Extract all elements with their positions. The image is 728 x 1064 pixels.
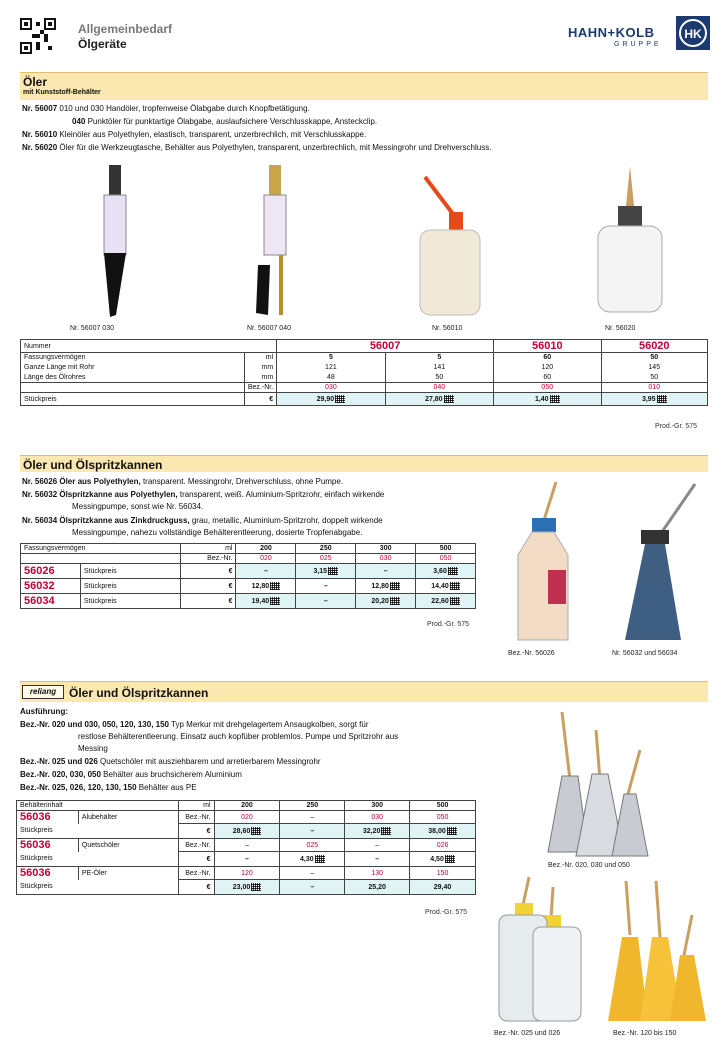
table-cell: Bez.-Nr.	[180, 554, 236, 564]
image-caption: Nr. 56020	[605, 325, 636, 332]
image-caption: Nr. 56007 040	[247, 325, 291, 332]
ausfuehrung-label: Ausführung:	[20, 707, 68, 716]
pe-oiler-bottle-image	[508, 480, 578, 645]
table-cell: Bez.-Nr.	[178, 839, 214, 852]
table-cell: 040	[385, 383, 493, 393]
desc-line: Nr. 56026 Öler aus Polyethylen, transparent. Messingrohr, Drehverschluss, ohne Pumpe.	[22, 477, 344, 486]
price: 4,30	[280, 852, 345, 867]
table-cell: Stückpreis	[80, 594, 180, 609]
price-code-icon	[444, 395, 454, 403]
image-caption: Bez.-Nr. 025 und 026	[494, 1030, 561, 1037]
price: –	[296, 579, 356, 594]
price: –	[214, 852, 280, 867]
alu-cans-image	[540, 710, 655, 860]
price: 12,80	[356, 579, 416, 594]
table-cell: 200	[236, 544, 296, 554]
desc-line: Messingpumpe, nahezu vollständige Behälterentleerung, dosierte Tropfenabgabe.	[72, 528, 363, 537]
hand-oiler-image	[90, 165, 140, 323]
section-oelspritzkannen	[20, 455, 708, 472]
table-cell: 030	[345, 811, 410, 824]
table-cell: 48	[277, 373, 385, 383]
price: 27,80	[385, 393, 493, 406]
table-cell: PE-Öler	[78, 867, 178, 880]
price: 29,40	[410, 880, 476, 895]
price-code-icon	[328, 567, 338, 575]
table-cell: 50	[601, 373, 708, 383]
table-cell: €	[178, 880, 214, 895]
table-cell: 500	[416, 544, 476, 554]
table-cell: €	[180, 564, 236, 579]
article-number: 56032	[21, 579, 81, 594]
bez-label: Bez.-Nr.	[244, 383, 276, 393]
price: –	[345, 852, 410, 867]
price-code-icon	[390, 597, 400, 605]
page-category: Allgemeinbedarf	[78, 22, 173, 36]
price-code-icon	[390, 582, 400, 590]
price: –	[280, 880, 345, 895]
price-code-icon	[315, 855, 325, 863]
price: 12,80	[236, 579, 296, 594]
table-cell: €	[178, 824, 214, 839]
table-cell: 050	[416, 554, 476, 564]
price: –	[296, 594, 356, 609]
table-cell: 025	[280, 839, 345, 852]
price-code-icon	[657, 395, 667, 403]
article-number: 56020	[601, 340, 708, 353]
unit: mm	[244, 373, 276, 383]
table-cell: 250	[296, 544, 356, 554]
table-cell: 145	[601, 363, 708, 373]
desc-line: Nr. 56007 010 und 030 Handöler, tropfenweise Ölabgabe durch Knopfbetätigung.	[22, 104, 310, 113]
table-cell: €	[180, 594, 236, 609]
price: –	[356, 564, 416, 579]
section-reliang	[20, 681, 708, 702]
desc-line: Messing	[78, 744, 108, 753]
price: 29,90	[277, 393, 385, 406]
image-caption: Bez.-Nr. 56026	[508, 650, 555, 657]
table-cell: 150	[410, 867, 476, 880]
price-code-icon	[450, 582, 460, 590]
col-label: Nummer	[21, 340, 277, 353]
price: 25,20	[345, 880, 410, 895]
section-subtitle: mit Kunststoff-Behälter	[23, 89, 101, 96]
table-cell: 050	[410, 811, 476, 824]
table-cell: 60	[494, 373, 601, 383]
table-cell: 020	[236, 554, 296, 564]
row-label: Ganze Länge mit Rohr	[21, 363, 245, 373]
article-number: 56036	[17, 839, 79, 852]
table-cell: –	[280, 811, 345, 824]
table-cell: 030	[277, 383, 385, 393]
price: 38,00	[410, 824, 476, 839]
price-label: Stückpreis	[21, 393, 245, 406]
row-label: Länge des Ölrohres	[21, 373, 245, 383]
product-group: Prod.-Gr. 575	[425, 909, 468, 916]
table-cell: 5	[385, 353, 493, 363]
price: 28,60	[214, 824, 280, 839]
price-code-icon	[448, 567, 458, 575]
brand-subtitle: GRUPPE	[614, 41, 662, 48]
table-cell: €	[180, 579, 236, 594]
article-number: 56007	[277, 340, 494, 353]
desc-line: restlose Behälterentleerung. Einsatz auch kopfüber problemlos. Pumpe und Spritzrohr aus	[78, 732, 399, 741]
table-cell: Bez.-Nr.	[178, 867, 214, 880]
table-cell: 130	[345, 867, 410, 880]
table-cell: 120	[214, 867, 280, 880]
table-cell: 141	[385, 363, 493, 373]
price-table	[16, 800, 476, 895]
image-caption: Nr. 56032 und 56034	[612, 650, 678, 657]
small-oiler-image	[405, 172, 485, 320]
desc-line: Bez.-Nr. 025, 026, 120, 130, 150 Behälter aus PE	[20, 783, 197, 792]
price-code-icon	[550, 395, 560, 403]
table-cell: ml	[178, 801, 214, 811]
table-cell: –	[345, 839, 410, 852]
page-subcategory: Ölgeräte	[78, 37, 127, 51]
price: –	[280, 824, 345, 839]
desc-line: 040 Punktöler für punktartige Ölabgabe, auslaufsichere Verschlusskappe, Ansteckclip.	[72, 117, 378, 126]
image-caption: Bez.-Nr. 120 bis 150	[613, 1030, 677, 1037]
row-label: Fassungsvermögen	[21, 353, 245, 363]
image-caption: Nr. 56010	[432, 325, 463, 332]
table-cell: 050	[494, 383, 601, 393]
article-number: 56026	[21, 564, 81, 579]
table-cell	[21, 554, 181, 564]
table-cell: ml	[180, 544, 236, 554]
desc-line: Nr. 56032 Ölspritzkanne aus Polyethylen, transparent, weiß. Aluminium-Spritzrohr, einfach wirkende	[22, 490, 385, 499]
brand-badge-icon	[676, 16, 710, 50]
table-cell: 026	[410, 839, 476, 852]
qr-code	[20, 18, 56, 54]
price: 4,50	[410, 852, 476, 867]
image-caption: Bez.-Nr. 020, 030 und 050	[548, 862, 630, 869]
price-code-icon	[447, 827, 457, 835]
table-cell: 120	[494, 363, 601, 373]
section-title: Öler und Ölspritzkannen	[23, 458, 163, 472]
table-cell: 025	[296, 554, 356, 564]
table-cell: 030	[356, 554, 416, 564]
table-cell: 300	[345, 801, 410, 811]
price-code-icon	[251, 883, 261, 891]
tool-oiler-image	[590, 166, 670, 316]
price: 22,60	[416, 594, 476, 609]
section-title: Öler und Ölspritzkannen	[69, 686, 209, 700]
article-number: 56036	[17, 867, 79, 880]
table-cell: 500	[410, 801, 476, 811]
product-group: Prod.-Gr. 575	[655, 423, 698, 430]
price: 20,20	[356, 594, 416, 609]
price: 32,20	[345, 824, 410, 839]
table-cell: 200	[214, 801, 280, 811]
table-cell: 250	[280, 801, 345, 811]
pe-squeeze-oilers-image	[493, 875, 588, 1025]
price: –	[236, 564, 296, 579]
section-title: Öler	[23, 75, 48, 89]
price-table	[20, 543, 476, 609]
article-number: 56010	[494, 340, 601, 353]
desc-line: Bez.-Nr. 025 und 026 Quetschöler mit ausziehbarem und arretierbarem Messingrohr	[20, 757, 321, 766]
price: 3,95	[601, 393, 708, 406]
table-cell: Stückpreis	[17, 852, 179, 867]
price-code-icon	[270, 582, 280, 590]
spec-table	[20, 339, 708, 406]
pe-cans-image	[600, 875, 710, 1025]
table-cell: Stückpreis	[17, 824, 179, 839]
price-code-icon	[270, 597, 280, 605]
price: 23,00	[214, 880, 280, 895]
price-code-icon	[445, 855, 455, 863]
unit: mm	[244, 363, 276, 373]
table-cell: 300	[356, 544, 416, 554]
table-cell: –	[214, 839, 280, 852]
desc-line: Nr. 56010 Kleinöler aus Polyethylen, elastisch, transparent, unzerbrechlich, mit Verschlusskappe.	[22, 130, 367, 139]
article-number: 56036	[17, 811, 79, 824]
brand-logo: HAHN+KOLB	[568, 25, 655, 40]
desc-line: Bez.-Nr. 020, 030, 050 Behälter aus bruchsicherem Aluminium	[20, 770, 242, 779]
desc-line: Nr. 56020 Öler für die Werkzeugtasche, Behälter aus Polyethylen, transparent, unzerbrechlich, mit Messingrohr und Drehverschluss.	[22, 143, 492, 152]
table-cell: Bez.-Nr.	[178, 811, 214, 824]
table-cell: 50	[385, 373, 493, 383]
table-cell: Stückpreis	[80, 564, 180, 579]
table-cell: Stückpreis	[80, 579, 180, 594]
product-group: Prod.-Gr. 575	[427, 621, 470, 628]
price-code-icon	[450, 597, 460, 605]
col-label: Behälterinhalt	[17, 801, 179, 811]
price: 1,40	[494, 393, 601, 406]
col-label: Fassungsvermögen	[21, 544, 181, 554]
table-cell: 5	[277, 353, 385, 363]
table-cell: Alubehälter	[78, 811, 178, 824]
image-caption: Nr. 56007 030	[70, 325, 114, 332]
desc-line: Messingpumpe, sonst wie Nr. 56034.	[72, 502, 204, 511]
zinc-spray-can-image	[615, 480, 710, 645]
desc-line: Bez.-Nr. 020 und 030, 050, 120, 130, 150 Typ Merkur mit drehgelagertem Ansaugkolben, sorgt für	[20, 720, 369, 729]
price-code-icon	[335, 395, 345, 403]
price: 3,15	[296, 564, 356, 579]
table-cell: 121	[277, 363, 385, 373]
article-number: 56034	[21, 594, 81, 609]
table-cell: €	[244, 393, 276, 406]
table-cell: –	[280, 867, 345, 880]
table-cell	[21, 383, 245, 393]
price-code-icon	[381, 827, 391, 835]
reliang-logo: reliang	[22, 685, 64, 699]
price: 19,40	[236, 594, 296, 609]
desc-line: Nr. 56034 Ölspritzkanne aus Zinkdruckguss, grau, metallic, Aluminium-Spritzrohr, doppelt wirkende	[22, 516, 383, 525]
price: 14,40	[416, 579, 476, 594]
table-cell: €	[178, 852, 214, 867]
section-oeler	[20, 72, 708, 100]
unit: ml	[244, 353, 276, 363]
table-cell: 010	[601, 383, 708, 393]
price: 3,60	[416, 564, 476, 579]
brand-badge-text: HK	[684, 27, 702, 41]
point-oiler-image	[250, 165, 300, 323]
table-cell: 50	[601, 353, 708, 363]
price-code-icon	[251, 827, 261, 835]
table-cell: Quetschöler	[78, 839, 178, 852]
table-cell: 020	[214, 811, 280, 824]
table-cell: Stückpreis	[17, 880, 179, 895]
table-cell: 60	[494, 353, 601, 363]
